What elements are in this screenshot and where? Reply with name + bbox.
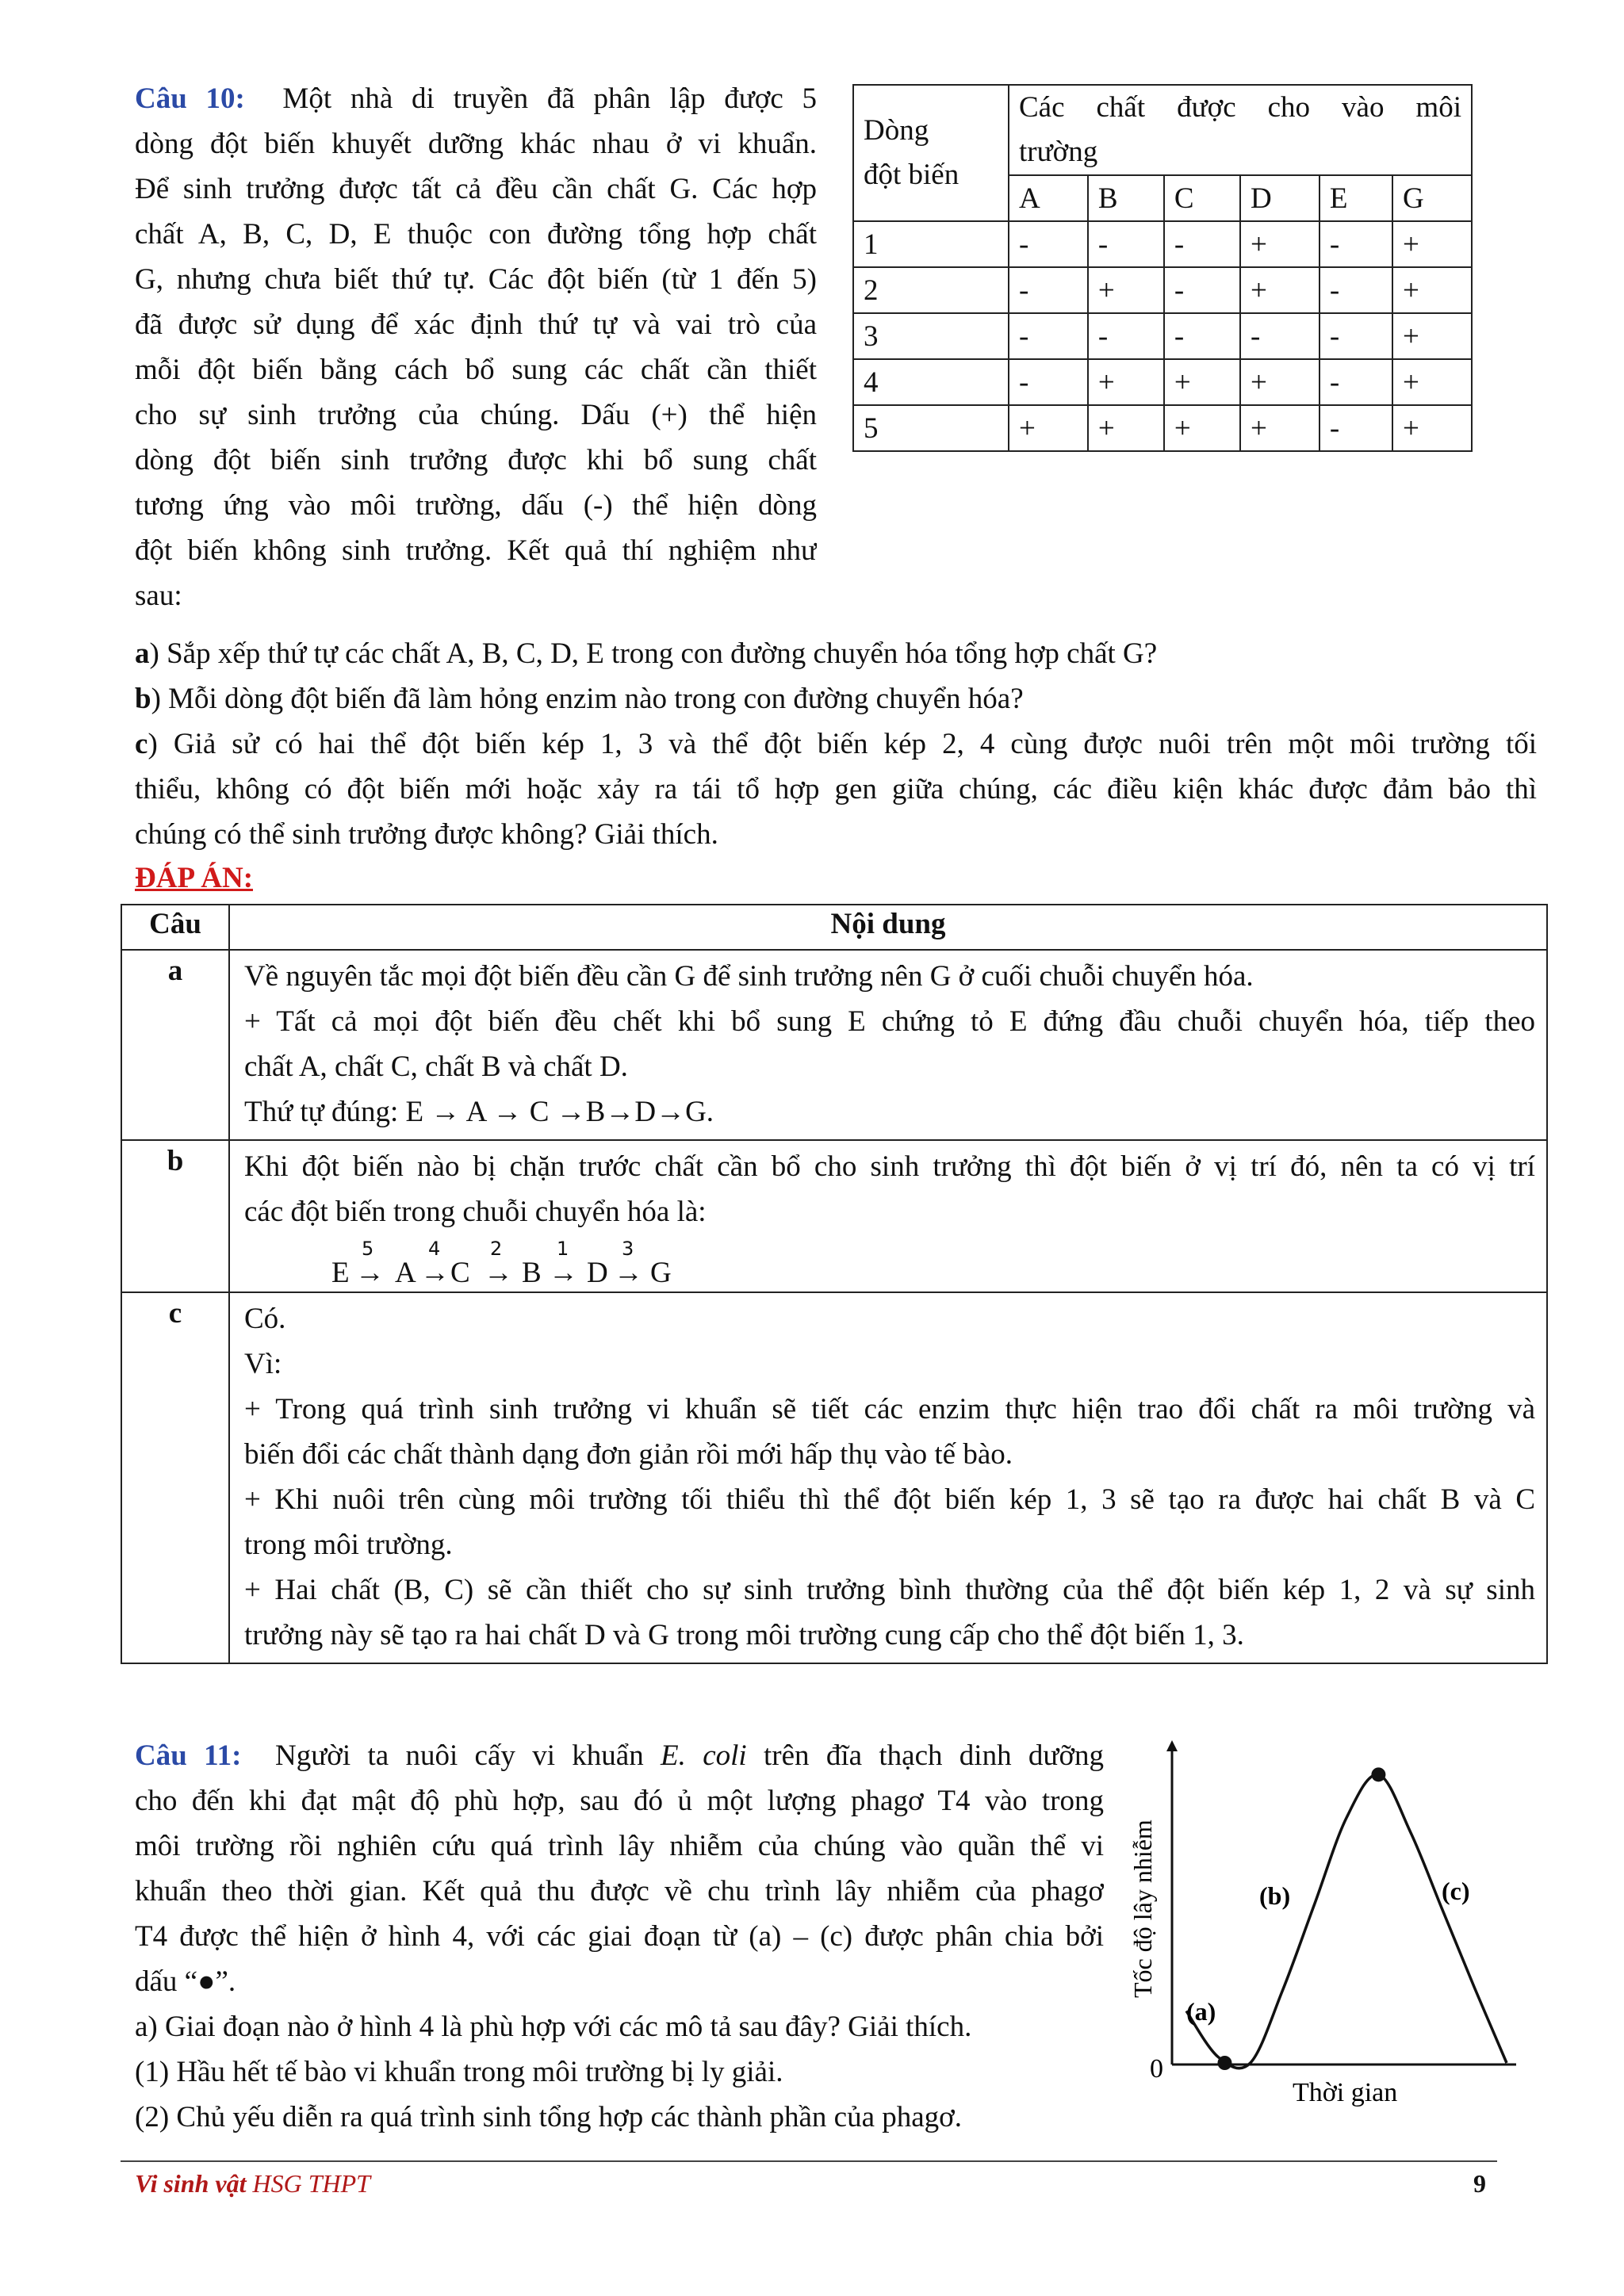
column-header: A — [1009, 175, 1088, 221]
q10-intro-line: sau: — [135, 580, 182, 612]
column-header: G — [1392, 175, 1472, 221]
question-a: a) Sắp xếp thứ tự các chất A, B, C, D, E trong con đường chuyển hóa tổng hợp chất G? — [135, 637, 1158, 670]
q11-intro — [135, 1733, 1104, 2140]
question-b: b) Mỗi dòng đột biến đã làm hỏng enzim nào trong con đường chuyển hóa? — [135, 683, 1024, 715]
table-row: 3 - - - - - + — [853, 313, 1472, 359]
q10-intro-line: tương ứng vào môi trường, dấu (-) thể hiện dòng — [135, 489, 817, 522]
x-axis-label: Thời gian — [1293, 2078, 1398, 2107]
question-c: c) Giả sử có hai thể đột biến kép 1, 3 và thể đột biến kép 2, 4 cùng được nuôi trên một môi trường tối — [135, 728, 1537, 760]
q10-intro-line: cho sự sinh trưởng của chúng. Dấu (+) thể hiện — [135, 399, 817, 431]
q10-intro-line: G, nhưng chưa biết thứ tự. Các đột biến (từ 1 đến 5) — [135, 263, 817, 296]
answer-heading: ĐÁP ÁN: — [135, 862, 254, 894]
enzyme-chain: E → 5 A → 4 C → 2 B → 1 D → 3 G — [331, 1238, 672, 1289]
q11-label: Câu 11: — [135, 1739, 242, 1772]
stage-divider-dot — [1371, 1767, 1385, 1781]
q11-question-a: a) Giai đoạn nào ở hình 4 là phù hợp với các mô tả sau đây? Giải thích. — [135, 2011, 972, 2043]
q10-intro-line: dòng đột biến sinh trưởng được khi bổ sung chất — [135, 444, 817, 476]
q11-intro-line: T4 được thể hiện ở hình 4, với các giai đoạn từ (a) – (c) được phân chia bởi — [135, 1920, 1104, 1953]
mutant-table — [852, 84, 1473, 452]
q10-intro-line: Để sinh trưởng được tất cả đều cần chất G. Các hợp — [135, 173, 817, 205]
table-row: 4 - + + + - + — [853, 359, 1472, 405]
q10-intro-line: mỗi đột biến bằng cách bổ sung các chất cần thiết — [135, 354, 817, 386]
q10-label: Câu 10: — [135, 82, 245, 115]
footer-title: Vi sinh vật HSG THPT — [135, 2169, 370, 2198]
answer-row-a: a Về nguyên tắc mọi đột biến đều cần G để sinh trưởng nên G ở cuối chuỗi chuyển hóa. + Tất cả mọi đột biến đều chết khi bổ sung E chứng tỏ E đứng đầu chuỗi chuyển hóa, tiếp theo chất A, chất C, chất B và chất D. Thứ tự đúng: E → A → C →B→D→G. — [121, 950, 1547, 1140]
stage-label-a: (a) — [1186, 1997, 1216, 2026]
table-row: 2 - + - + - + — [853, 267, 1472, 313]
stage-divider-dot — [1217, 2056, 1231, 2070]
q10-intro-line: dòng đột biến khuyết dưỡng khác nhau ở vi khuẩn. — [135, 128, 817, 160]
q11-intro-line: Câu 11: Người ta nuôi cấy vi khuẩn E. coli trên đĩa thạch dinh dưỡng — [135, 1739, 1104, 1772]
q10-intro-line: chất A, B, C, D, E thuộc con đường tổng hợp chất — [135, 218, 817, 251]
q10-intro-line: Câu 10: Một nhà di truyền đã phân lập được 5 — [135, 82, 817, 115]
q11-item: (2) Chủ yếu diễn ra quá trình sinh tổng hợp các thành phần của phagơ. — [135, 2101, 962, 2133]
question-c-cont: chúng có thể sinh trưởng được không? Giải thích. — [135, 818, 718, 851]
answer-col-content: Nội dung — [229, 905, 1547, 950]
footer-rule — [121, 2160, 1497, 2162]
column-header: B — [1088, 175, 1164, 221]
infection-rate-chart — [1110, 1728, 1522, 2125]
column-header: E — [1320, 175, 1392, 221]
mutant-row-header: Dòng đột biến — [853, 85, 1009, 221]
column-header: D — [1240, 175, 1320, 221]
table-row: 5 + + + + - + — [853, 405, 1472, 451]
stage-label-b: (b) — [1259, 1881, 1291, 1910]
substance-group-header: Các chất được cho vào môi trường — [1009, 85, 1472, 175]
q11-intro-line: môi trường rồi nghiên cứu quá trình lây nhiễm của chúng vào quần thể vi — [135, 1830, 1104, 1862]
infection-curve — [1186, 1774, 1507, 2068]
q10-questions — [135, 631, 1537, 857]
q10-intro-line: đã được sử dụng để xác định thứ tự và vai trò của — [135, 308, 817, 341]
q11-intro-line: khuẩn theo thời gian. Kết quả thu được về chu trình lây nhiễm của phagơ — [135, 1875, 1104, 1908]
q10-intro-line: đột biến không sinh trưởng. Kết quả thí nghiệm như — [135, 534, 817, 567]
origin-label: 0 — [1150, 2054, 1163, 2084]
q11-item: (1) Hầu hết tế bào vi khuẩn trong môi trường bị ly giải. — [135, 2056, 783, 2088]
q10-intro — [135, 76, 817, 618]
answer-row-c: c Có. Vì: + Trong quá trình sinh trưởng vi khuẩn sẽ tiết các enzim thực hiện trao đổi chất ra môi trường và biến đổi các chất thành dạng đơn giản rồi mới hấp thụ vào tế bào. + Khi nuôi trên cùng môi trường tối thiểu thì thể đột biến kép 1, 3 sẽ tạo ra được hai chất B và C trong môi trường. + Hai chất (B, C) sẽ cần thiết cho sự sinh trưởng bình thường của thể đột biến kép 1, 2 và sự sinh trưởng này sẽ tạo ra hai chất D và G trong môi trường cung cấp cho thể đột biến 1, 3. — [121, 1292, 1547, 1663]
table-row: 1 - - - + - + — [853, 221, 1472, 267]
stage-label-c: (c) — [1442, 1877, 1470, 1905]
question-c-cont: thiểu, không có đột biến mới hoặc xảy ra tái tổ hợp gen giữa chúng, các điều kiện khác được đảm bảo thì — [135, 773, 1537, 806]
q11-intro-line: cho đến khi đạt mật độ phù hợp, sau đó ủ một lượng phagơ T4 vào trong — [135, 1785, 1104, 1817]
page-number: 9 — [1473, 2169, 1486, 2198]
answer-col-cau: Câu — [121, 905, 229, 950]
answer-table — [121, 904, 1548, 1664]
y-axis-label: Tốc độ lây nhiễm — [1128, 1820, 1157, 1998]
answer-row-b: b Khi đột biến nào bị chặn trước chất cần bổ cho sinh trưởng thì đột biến ở vị trí đó, nên ta có vị trí các đột biến trong chuỗi chuyển hóa là: E → 5 A → 4 C → 2 B → 1 D → 3 G — [121, 1140, 1547, 1292]
q11-intro-line: dấu “●”. — [135, 1965, 236, 1998]
column-header: C — [1164, 175, 1240, 221]
